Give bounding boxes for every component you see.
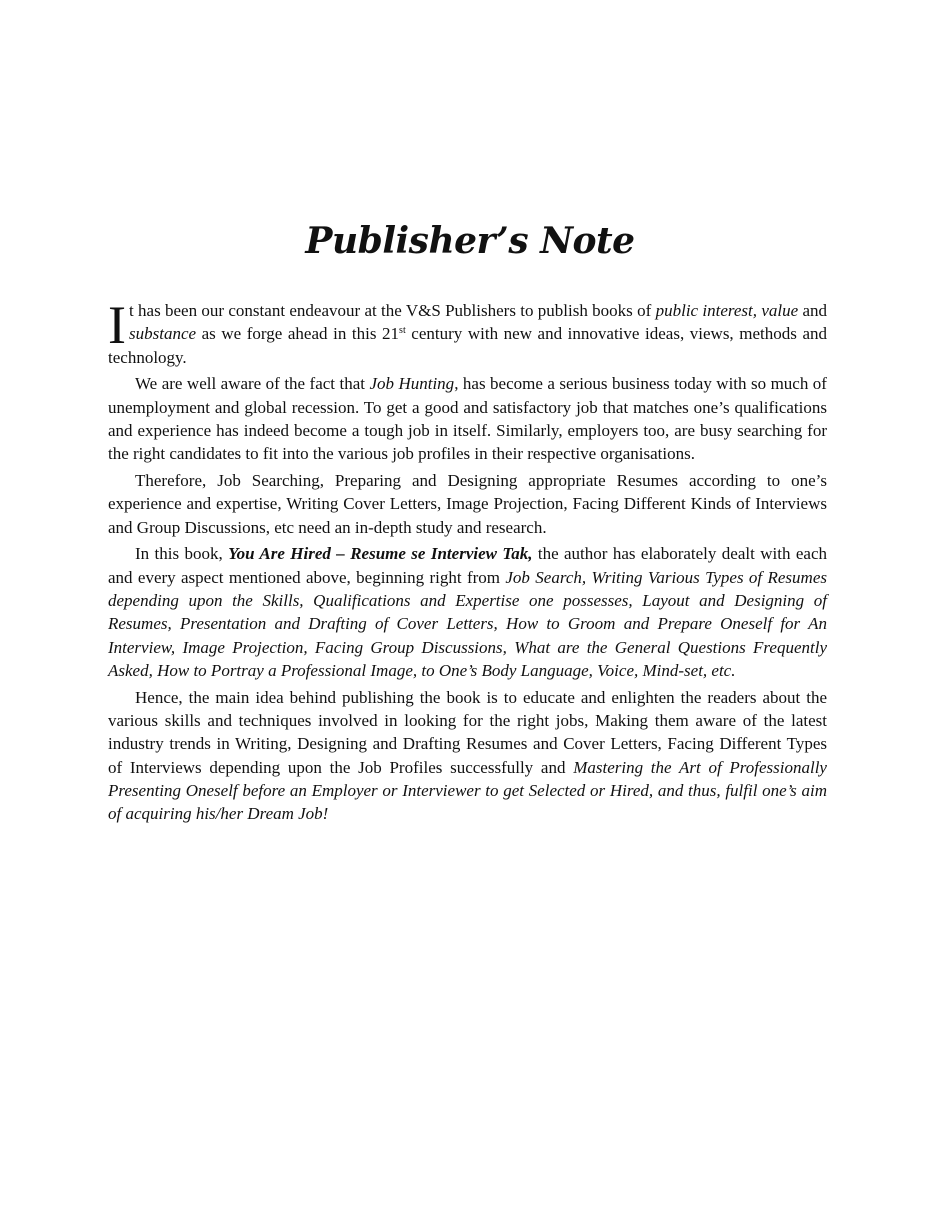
paragraph-3-text-a: Therefore, Job Searching, Preparing and Designing appropriate Resumes according to one’s experience and expertise, Writing Cover Letters, Image Projection, Facing Different Kinds of Interviews and Group Discussions, etc need an in-depth study and research. <box>108 471 827 537</box>
paragraph-1 <box>108 295 828 369</box>
paragraph-4-text-a: In this book, <box>135 544 229 564</box>
paragraph-2 <box>108 372 827 465</box>
paragraph-1-text-a: t has been our constant endeavour at the V&S Publishers to publish books of <box>128 301 656 320</box>
paragraph-4-text-b: the author has elaborately dealt with each and every aspect mentioned above, beginning right from <box>108 544 827 587</box>
ordinal-superscript: st <box>399 325 406 337</box>
publishers-note-body <box>108 295 828 829</box>
paragraph-5 <box>108 686 827 826</box>
paragraph-5-text-a: Hence, the main idea behind publishing the book is to educate and enlighten the readers about the various skills and techniques involved in looking for the right jobs, Making them aware of the latest industry trends in Writing, Designing and Drafting Resumes and Cover Letters, Facing Different Types of Interviews depending upon the Job Profiles successfully and <box>108 687 827 777</box>
paragraph-2-text-a: We are well aware of the fact that <box>135 374 370 394</box>
paragraph-1-text-c: as we forge ahead in this 21 <box>196 324 400 344</box>
paragraph-4 <box>108 542 827 682</box>
drop-cap: I <box>108 295 126 355</box>
paragraph-2-text-b: , has become a serious business today with so much of unemployment and global recession. To get a good and satisfactory job that matches one’s qualifications and experience has indeed become a tough job in itself. Similarly, employers too, are busy searching for the right candidates to fit into the various job profiles in their respective organisations. <box>108 374 827 464</box>
book-title: You Are Hired – Resume se Interview Tak, <box>228 544 533 564</box>
paragraph-1-text-b: and <box>798 301 828 320</box>
page-title: Publisher’s Note <box>305 220 635 262</box>
paragraph-1-text-d: century with new and innovative ideas, views, methods and technology. <box>108 324 827 367</box>
paragraph-2-italic-a: Job Hunting <box>369 374 455 394</box>
paragraph-1-italic-a: public interest, value <box>655 301 799 320</box>
paragraph-1-italic-b: substance <box>128 324 197 344</box>
paragraph-5-italic-a: Mastering the Art of Professionally Presenting Oneself before an Employer or Interviewer to get Selected or Hired, and thus, fulfil one’s aim of acquiring his/her Dream Job! <box>108 757 827 824</box>
paragraph-4-italic-a: Job Search, Writing Various Types of Resumes depending upon the Skills, Qualifications and Expertise one possesses, Layout and Designing of Resumes, Presentation and Drafting of Cover Letters, How to Groom and Prepare Oneself for An Interview, Image Projection, Facing Group Discussions, What are the General Questions Frequently Asked, How to Portray a Professional Image, to One’s Body Language, Voice, Mind-set, etc. <box>108 567 827 680</box>
paragraph-3 <box>108 469 827 539</box>
